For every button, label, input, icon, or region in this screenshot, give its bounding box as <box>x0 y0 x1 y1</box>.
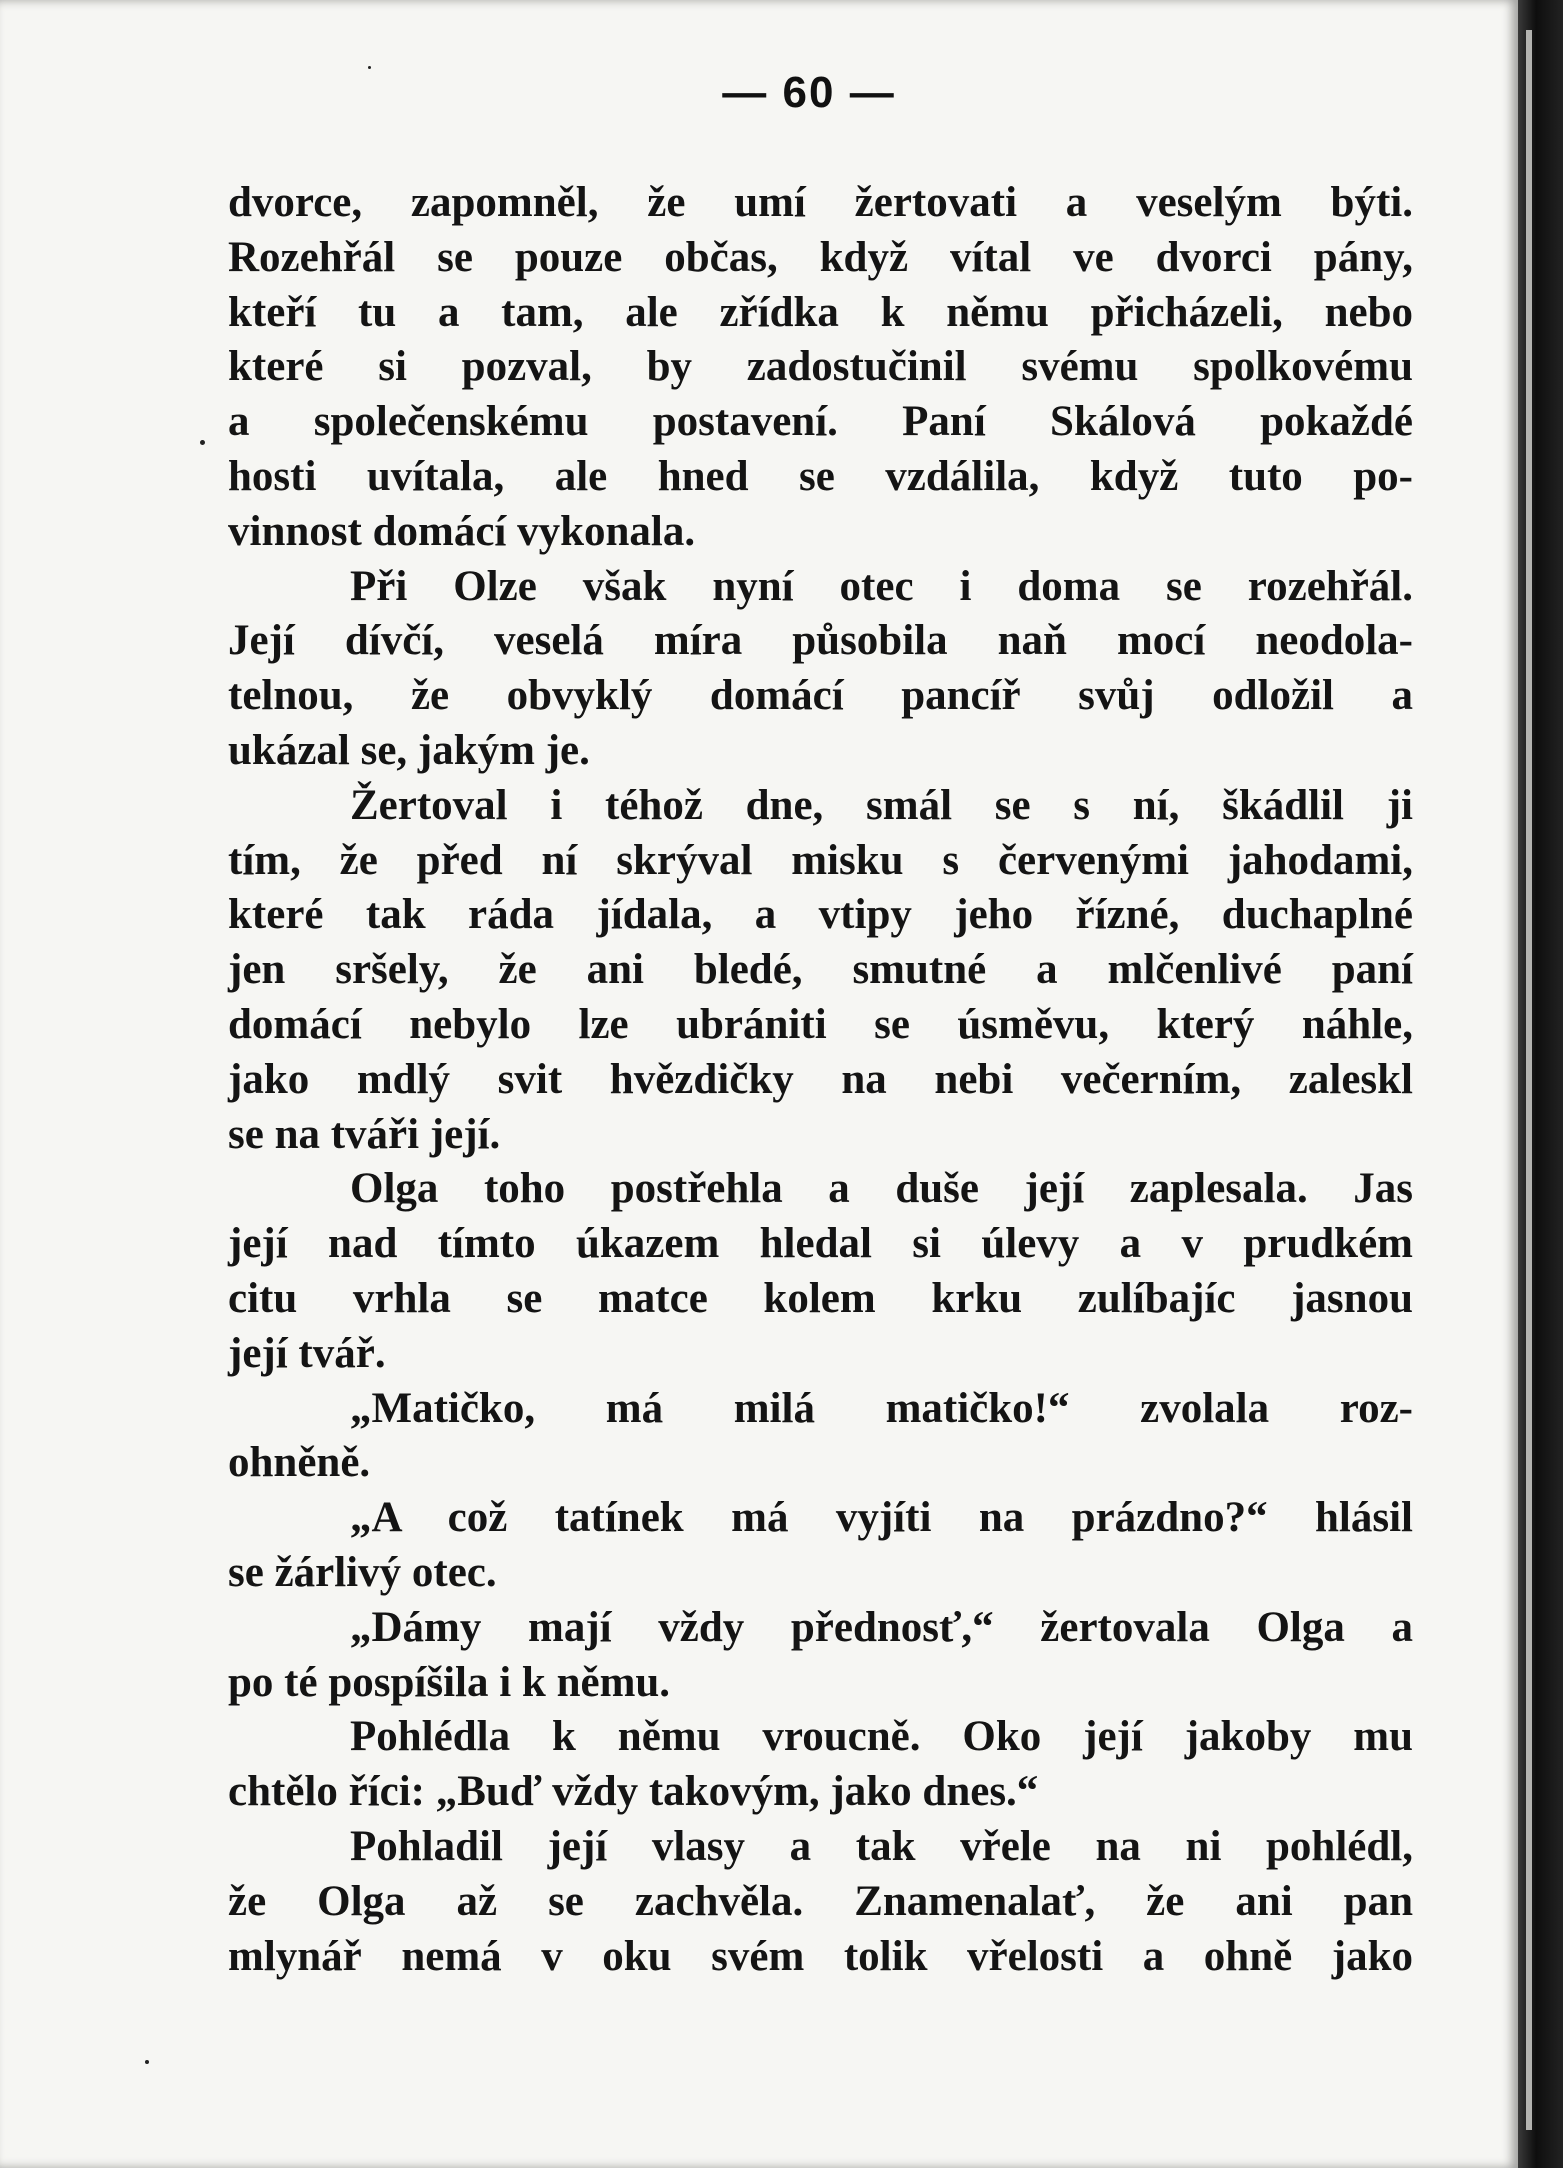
text-line: které si pozval, by zadostučinil svému spolkovému <box>228 343 1413 391</box>
text-line: ohněně. <box>228 1439 371 1487</box>
text-line: Žertoval i téhož dne, smál se s ní, škádlil ji <box>350 781 1413 829</box>
text-line: Pohladil její vlasy a tak vřele na ni pohlédl, <box>350 1822 1413 1870</box>
body-text <box>228 176 1413 1984</box>
paper-speck <box>200 440 205 445</box>
paper-speck <box>145 2060 149 2064</box>
text-line: které tak ráda jídala, a vtipy jeho řízné, duchaplné <box>228 891 1413 939</box>
text-line: a společenskému postavení. Paní Skálová pokaždé <box>228 398 1413 446</box>
text-line: jen sršely, že ani bledé, smutné a mlčenlivé paní <box>228 946 1413 994</box>
text-line: vinnost domácí vykonala. <box>228 507 696 555</box>
text-line: Její dívčí, veselá míra působila naň mocí neodola- <box>228 617 1413 665</box>
text-line: mlynář nemá v oku svém tolik vřelosti a ohně jako <box>228 1932 1413 1980</box>
text-line: Při Olze však nyní otec i doma se rozehřál. <box>350 562 1413 610</box>
text-line: citu vrhla se matce kolem krku zulíbajíc jasnou <box>228 1274 1413 1322</box>
text-line: Olga toho postřehla a duše její zaplesala. Jas <box>350 1165 1413 1213</box>
text-line: „Dámy mají vždy přednosť,“ žertovala Olga a <box>350 1603 1413 1651</box>
text-line: hosti uvítala, ale hned se vzdálila, když tuto po- <box>228 452 1413 500</box>
text-line: telnou, že obvyklý domácí pancíř svůj odložil a <box>228 672 1413 720</box>
text-line: „Matičko, má milá matičko!“ zvolala roz- <box>350 1384 1413 1432</box>
text-line: Pohlédla k němu vroucně. Oko její jakoby mu <box>350 1713 1413 1761</box>
text-line: kteří tu a tam, ale zřídka k němu přicházeli, nebo <box>228 288 1413 336</box>
text-line: se žárlivý otec. <box>228 1548 497 1596</box>
text-line: se na tváři její. <box>228 1110 501 1158</box>
text-line: jako mdlý svit hvězdičky na nebi večerním, zaleskl <box>228 1055 1413 1103</box>
text-line: dvorce, zapomněl, že umí žertovati a veselým býti. <box>228 179 1413 226</box>
text-line: „A což tatínek má vyjíti na prázdno?“ hlásil <box>350 1494 1413 1542</box>
text-line: že Olga až se zachvěla. Znamenalať, že ani pan <box>228 1877 1413 1925</box>
text-line: její tvář. <box>228 1329 386 1377</box>
text-line: chtělo říci: „Buď vždy takovým, jako dnes.“ <box>228 1768 1039 1816</box>
text-line: Rozehřál se pouze občas, když vítal ve dvorci pány, <box>228 233 1413 281</box>
page-number: — 60 — <box>722 68 896 117</box>
text-line: tím, že před ní skrýval misku s červenými jahodami, <box>228 836 1413 884</box>
page-edge <box>1518 0 1563 2168</box>
text-line: domácí nebylo lze ubrániti se úsměvu, který náhle, <box>228 1000 1413 1048</box>
text-line: její nad tímto úkazem hledal si úlevy a v prudkém <box>228 1220 1413 1268</box>
text-line: po té pospíšila i k němu. <box>228 1658 671 1706</box>
text-line: ukázal se, jakým je. <box>228 726 590 774</box>
